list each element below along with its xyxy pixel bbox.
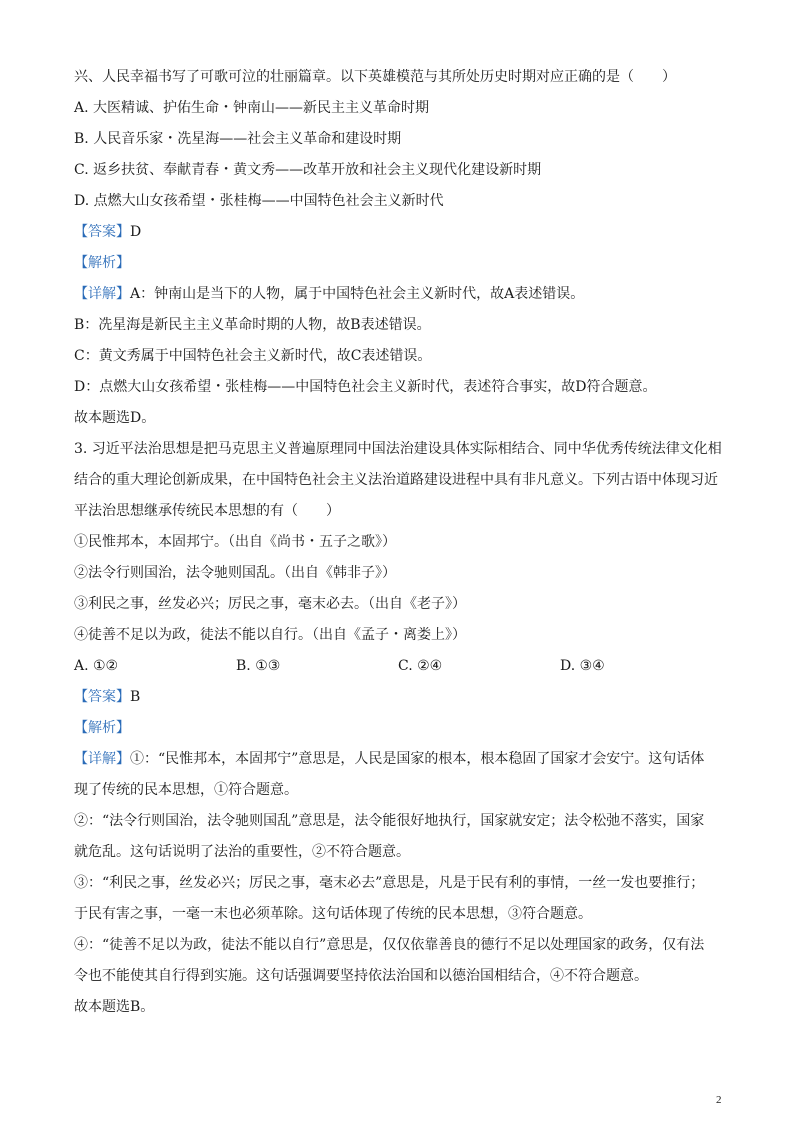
- q3-choice-a: A. ①②: [74, 658, 119, 674]
- answer-value: D: [130, 224, 142, 240]
- q3-detail-5: ④：“徒善不足以为政，徒法不能以自行”意思是，仅仅依靠善良的德行不足以处理国家的政务，仅有法: [74, 937, 705, 953]
- q3-quote-3: ③利民之事，丝发必兴；厉民之事，毫末必去。（出自《老子》）: [74, 596, 466, 612]
- q3-conclusion: 故本题选B。: [74, 999, 155, 1015]
- detail-text: A：钟南山是当下的人物，属于中国特色社会主义新时代，故A表述错误。: [130, 286, 585, 302]
- q2-detail-3: D：点燃大山女孩希望・张桂梅——中国特色社会主义新时代，表述符合事实，故D符合题意。: [74, 379, 657, 395]
- q3-quote-2: ②法令行则国治，法令驰则国乱。（出自《韩非子》）: [74, 565, 396, 581]
- q3-choices: [74, 651, 724, 682]
- q3-detail-6: 令也不能使其自行得到实施。这句话强调要坚持依法治国和以德治国相结合，④不符合题意。: [74, 968, 648, 984]
- page-number: 2: [716, 1094, 722, 1106]
- q2-detail-1: B：冼星海是新民主主义革命时期的人物，故B表述错误。: [74, 317, 431, 333]
- q3-choice-c: C. ②④: [398, 658, 443, 674]
- q3-detail-2: 就危乱。这句话说明了法治的重要性，②不符合题意。: [74, 844, 410, 860]
- q3-choice-b: B. ①③: [236, 658, 281, 674]
- q3-quote-1: ①民惟邦本，本固邦宁。（出自《尚书・五子之歌》）: [74, 534, 396, 550]
- answer-tag: 【答案】: [74, 224, 130, 240]
- q3-answer: [74, 682, 724, 713]
- detail-tag: 【详解】: [74, 751, 130, 767]
- q2-option-b: B. 人民音乐家・冼星海——社会主义革命和建设时期: [74, 131, 402, 147]
- q2-option-c: C. 返乡扶贫、奉献青春・黄文秀——改革开放和社会主义现代化建设新时期: [74, 162, 542, 178]
- q2-option-a: A. 大医精诚、护佑生命・钟南山——新民主主义革命时期: [74, 100, 430, 116]
- q3-choice-d: D. ③④: [560, 658, 605, 674]
- q3-stem-0: 3. 习近平法治思想是把马克思主义普遍原理同中国法治建设具体实际相结合、同中华优秀传统法律文化相: [74, 441, 722, 457]
- q2-conclusion: 故本题选D。: [74, 410, 156, 426]
- q3-quote-4: ④徒善不足以为政，徒法不能以自行。（出自《孟子・离娄上》）: [74, 627, 466, 643]
- q3-stem-2: 平法治思想继承传统民本思想的有（ ）: [74, 503, 340, 519]
- q3-stem-1: 结合的重大理论创新成果，在中国特色社会主义法治道路建设进程中具有非凡意义。下列古语中体现习近: [74, 472, 718, 488]
- detail-text: ①：“民惟邦本，本固邦宁”意思是，人民是国家的根本，根本稳固了国家才会安宁。这句话体: [130, 751, 705, 767]
- q3-detail-4: 于民有害之事，一毫一末也必须革除。这句话体现了传统的民本思想，③符合题意。: [74, 906, 592, 922]
- answer-tag: 【答案】: [74, 689, 130, 705]
- analysis-tag: 【解析】: [74, 255, 130, 271]
- q3-detail-first: [74, 744, 724, 775]
- q2-detail-0: [74, 279, 724, 310]
- detail-tag: 【详解】: [74, 286, 130, 302]
- q3-analysis: [74, 713, 724, 744]
- q3-detail-1: ②：“法令行则国治，法令驰则国乱”意思是，法令能很好地执行，国家就安定；法令松弛不落实，国家: [74, 813, 705, 829]
- q2-answer: [74, 217, 724, 248]
- answer-value: B: [130, 689, 141, 705]
- q3-detail-0: 现了传统的民本思想，①符合题意。: [74, 782, 298, 798]
- q2-stem-tail: 兴、人民幸福书写了可歌可泣的壮丽篇章。以下英雄模范与其所处历史时期对应正确的是（ ）: [74, 69, 676, 85]
- q2-detail-2: C：黄文秀属于中国特色社会主义新时代，故C表述错误。: [74, 348, 432, 364]
- q2-analysis: [74, 248, 724, 279]
- q3-detail-3: ③：“利民之事，丝发必兴；厉民之事，毫末必去”意思是，凡是于民有利的事情，一丝一发也要推行；: [74, 875, 705, 891]
- q2-option-d: D. 点燃大山女孩希望・张桂梅——中国特色社会主义新时代: [74, 193, 444, 209]
- document-body: [74, 62, 724, 1023]
- analysis-tag: 【解析】: [74, 720, 130, 736]
